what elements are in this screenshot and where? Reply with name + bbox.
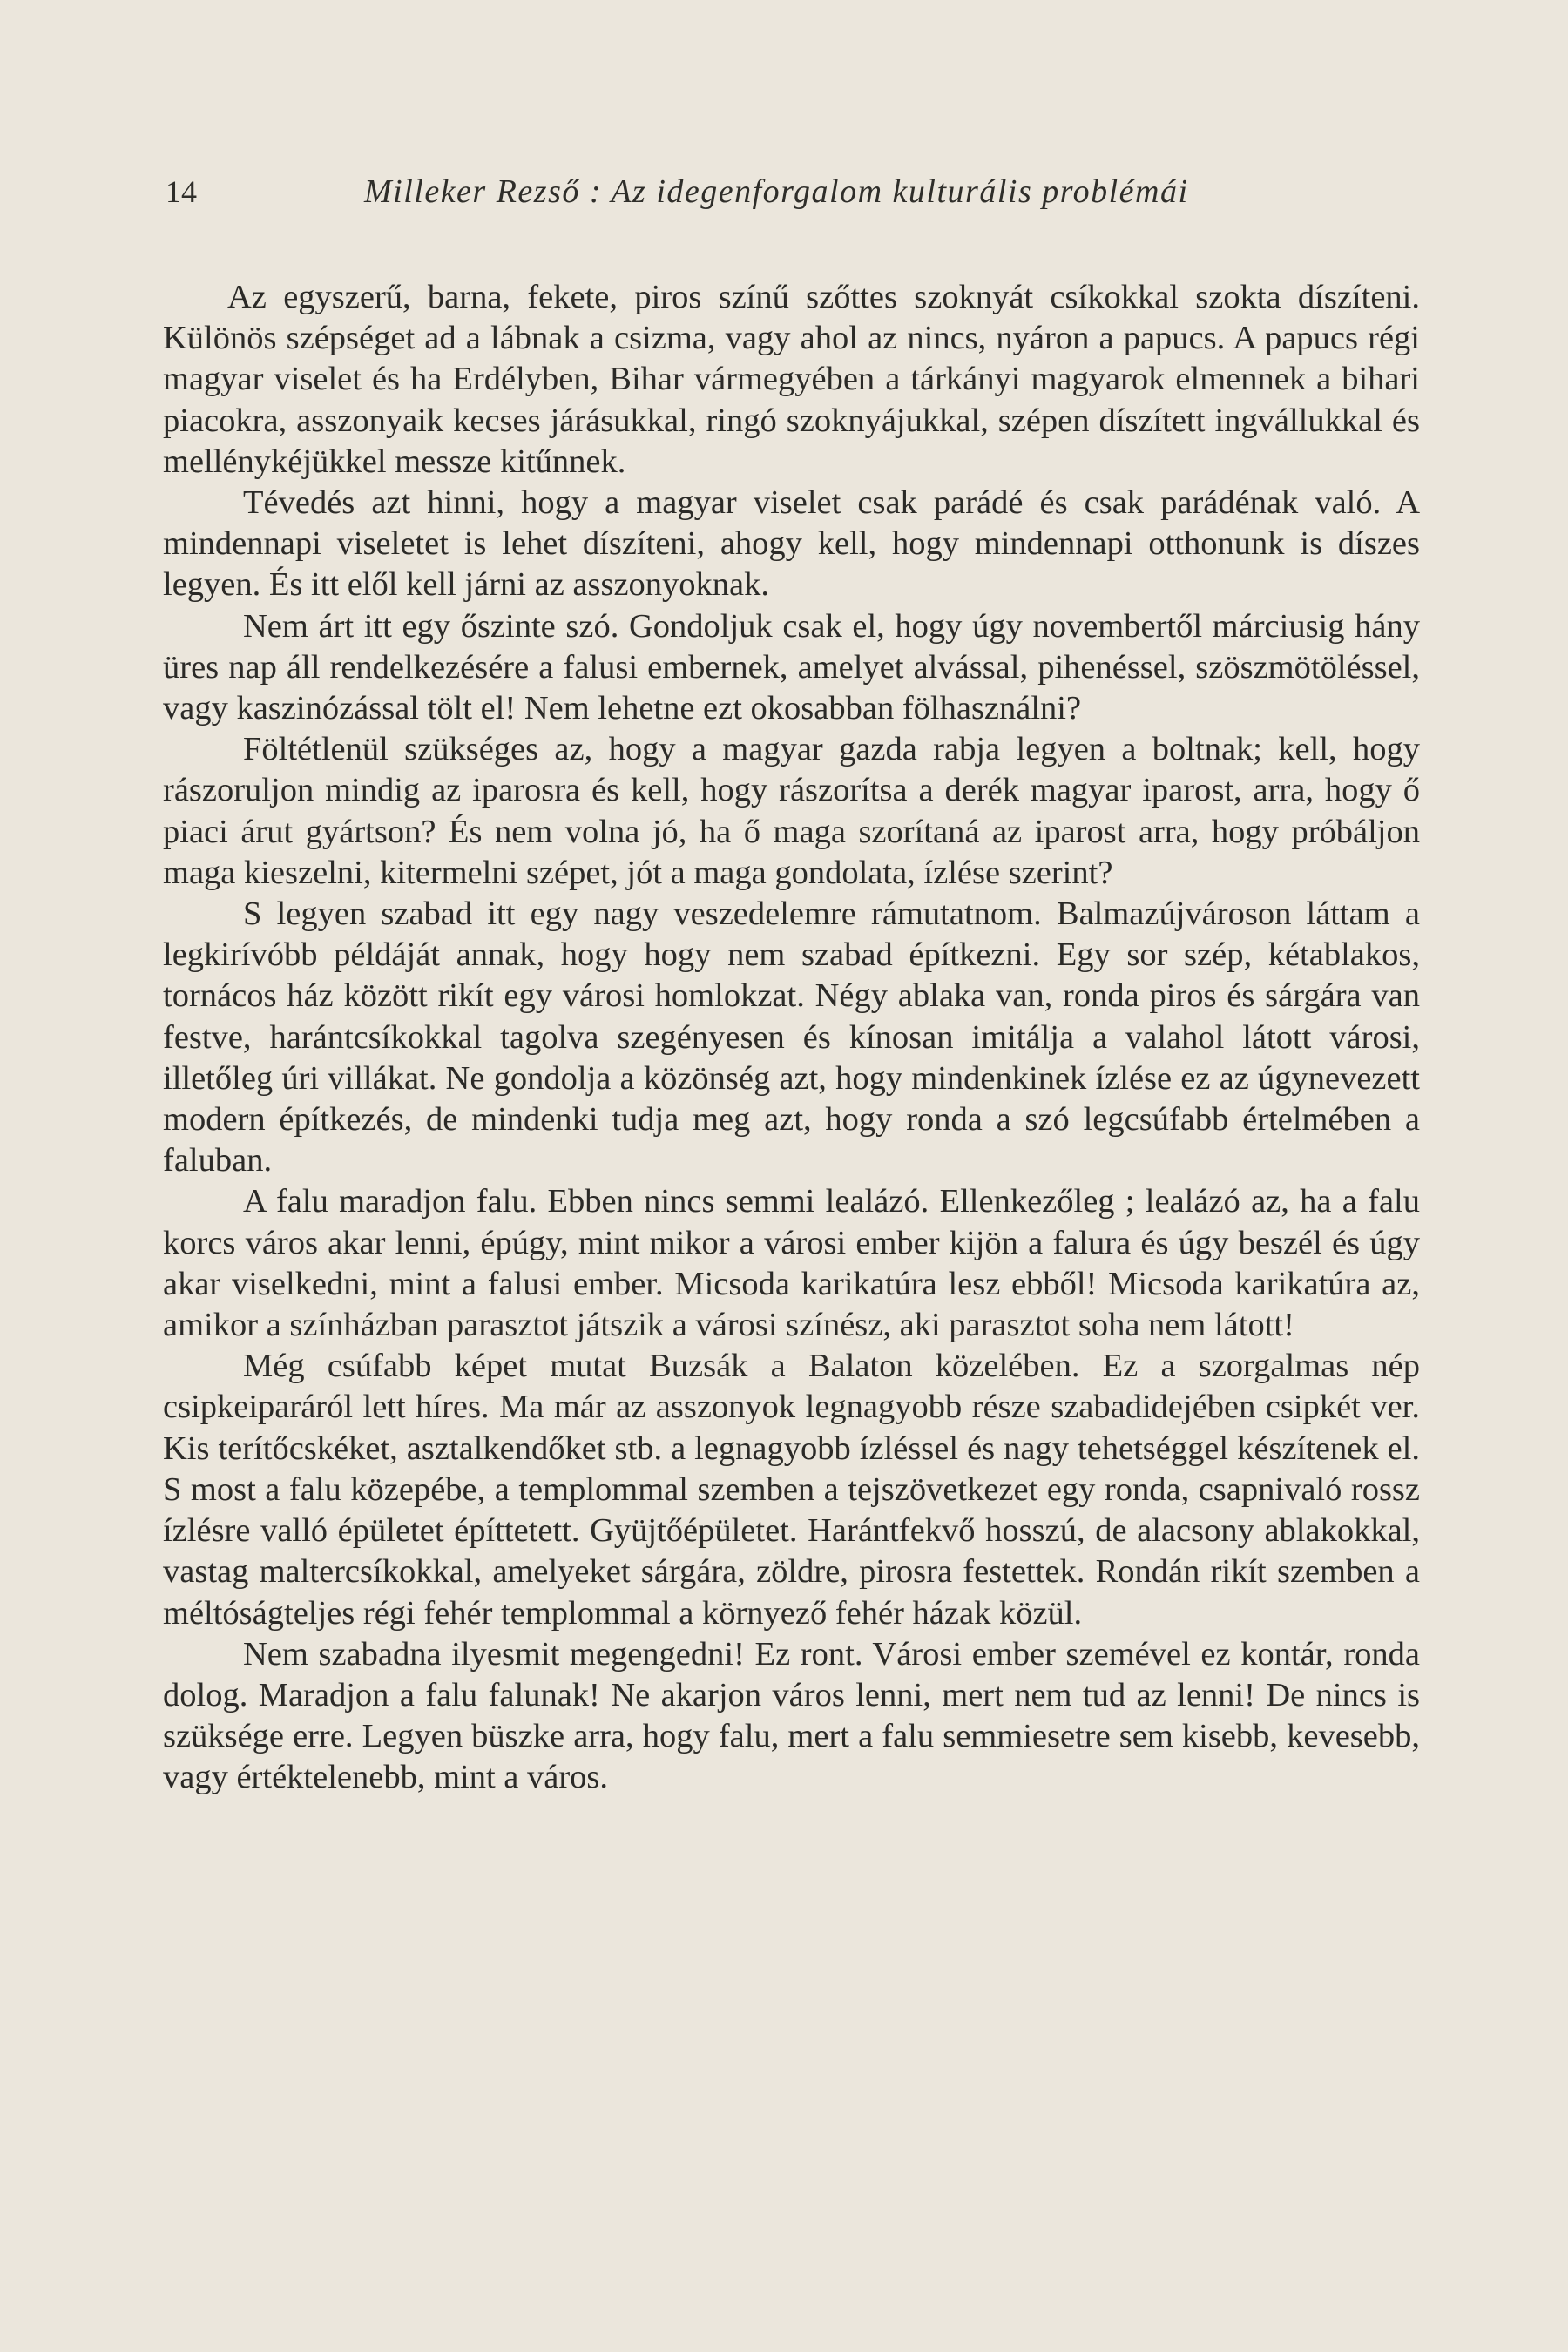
paragraph: Nem árt itt egy őszinte szó. Gondoljuk csak el, hogy úgy novembertől márciusig hány üres nap áll rendelkezésére a falusi embernek, amelyet alvással, pihenéssel, szöszmötöléssel, vagy kaszinózással tölt el! Nem lehetne ezt okosabban fölhasználni? xyxy=(163,607,1420,727)
running-title: Milleker Rezső : Az idegenforgalom kulturális problémái xyxy=(364,173,1189,210)
paragraph: Nem szabadna ilyesmit megengedni! Ez ront. Városi ember szemével ez kontár, ronda dolog. Maradjon a falu falunak! Ne akarjon város lenni, mert nem tud az lenni! De nincs is szüksége erre. Legyen büszke arra, hogy falu, mert a falu semmiesetre sem kisebb, kevesebb, vagy értéktelenebb, mint a város. xyxy=(163,1635,1420,1796)
paragraph: Az egyszerű, barna, fekete, piros színű szőttes szoknyát csíkokkal szokta díszíteni. Különös szépséget ad a lábnak a csizma, vagy ahol az nincs, nyáron a papucs. A papucs régi magyar viselet és ha Erdélyben, Bihar vármegyében a tárkányi magyarok elmennek a bihari piacokra, asszonyaik kecses járásukkal, ringó szoknyájukkal, szépen díszített ingvállukkal és mellénykéjükkel messze kitűnnek. xyxy=(163,279,1420,480)
paragraph: A falu maradjon falu. Ebben nincs semmi lealázó. Ellenkezőleg ; lealázó az, ha a falu korcs város akar lenni, épúgy, mint mikor a városi ember kijön a falura és úgy beszél és úgy akar viselkedni, mint a falusi ember. Micsoda karikatúra lesz ebből! Micsoda karikatúra az, amikor a színházban parasztot játszik a városi színész, aki parasztot soha nem látott! xyxy=(163,1183,1420,1344)
paragraph: S legyen szabad itt egy nagy veszedelemre rámutatnom. Balmazújvároson láttam a legkirívóbb példáját annak, hogy hogy nem szabad építkezni. Egy sor szép, kétablakos, tornácos ház között rikít egy városi homlokzat. Négy ablaka van, ronda piros és sárgára van festve, harántcsíkokkal tagolva szegényesen és kínosan imitálja a valahol látott városi, illetőleg úri villákat. Ne gondolja a közönség azt, hogy mindenkinek ízlése ez az úgynevezett modern építkezés, de mindenki tudja meg azt, hogy ronda a szó legcsúfabb értelmében a faluban. xyxy=(163,896,1420,1179)
running-header xyxy=(166,170,1420,213)
paragraph: Még csúfabb képet mutat Buzsák a Balaton közelében. Ez a szorgalmas nép csipkeiparáról lett híres. Ma már az asszonyok legnagyobb része szabadidejében csipkét ver. Kis terítőcskéket, asztalkendőket stb. a legnagyobb ízléssel és nagy tehetséggel készítenek el. S most a falu közepébe, a templommal szemben a tejszövetkezet egy ronda, csapnivaló rossz ízlésre valló épületet építtetett. Gyüjtőépületet. Harántfekvő hosszú, de alacsony ablakokkal, vastag maltercsíkokkal, amelyeket sárgára, zöldre, pirosra festettek. Rondán rikít szemben a méltóságteljes régi fehér templommal a környező fehér házak közül. xyxy=(163,1348,1420,1632)
page-number: 14 xyxy=(166,174,197,209)
paragraph: Tévedés azt hinni, hogy a magyar viselet csak parádé és csak parádénak való. A mindennapi viseletet is lehet díszíteni, ahogy kell, hogy mindennapi otthonunk is díszes legyen. És itt elől kell járni az asszonyoknak. xyxy=(163,484,1420,604)
paragraph: Föltétlenül szükséges az, hogy a magyar gazda rabja legyen a boltnak; kell, hogy rászoruljon mindig az iparosra és kell, hogy rászorítsa a derék magyar iparost, arra, hogy ő piaci árut gyártson? És nem volna jó, ha ő maga szorítaná az iparost arra, hogy próbáljon maga kieszelni, kitermelni szépet, jót a maga gondolata, ízlése szerint? xyxy=(163,731,1420,891)
body-text xyxy=(163,277,1420,1799)
